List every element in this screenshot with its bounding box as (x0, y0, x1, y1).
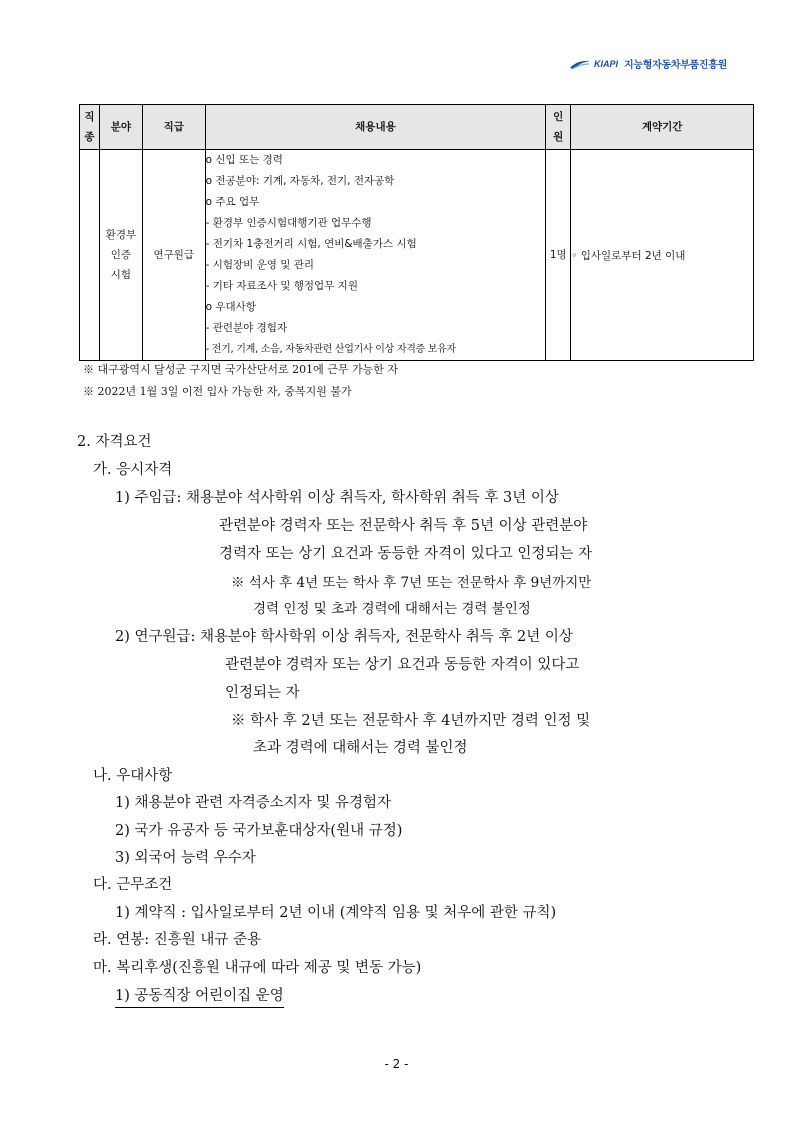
subsection-heading: 가. 응시자격 (93, 462, 173, 478)
section-heading: 2. 자격요건 (77, 434, 152, 450)
header-content: 채용내용 (205, 105, 546, 150)
page-number: - 2 - (384, 1057, 409, 1071)
kiapi-logo (569, 58, 618, 70)
cell-content (205, 150, 546, 361)
cell-type (80, 150, 100, 361)
header-count-char: 원 (553, 131, 564, 143)
content-line: - 시험장비 운영 및 관리 (205, 259, 315, 271)
content-line: - 관련분야 경험자 (205, 322, 288, 334)
list-item: 2) 연구원급: 채용분야 학사학위 이상 취득자, 전문학사 취득 후 2년 이상 (115, 629, 573, 645)
list-item: 1) 공동직장 어린이집 운영 (115, 986, 284, 1008)
list-item-continuation: 경력자 또는 상기 요건과 동등한 자격이 있다고 인정되는 자 (219, 546, 593, 562)
subsection-heading: 다. 근무조건 (93, 877, 173, 893)
table-notes (83, 359, 398, 403)
list-item-continuation: 관련분야 경력자 또는 전문학사 취득 후 5년 이상 관련분야 (219, 518, 588, 534)
list-item: 1) 계약직 : 입사일로부터 2년 이내 (계약직 임용 및 처우에 관한 규칙) (115, 905, 557, 921)
header-period: 계약기간 (571, 105, 754, 150)
content-line: o 주요 업무 (205, 196, 260, 208)
cell-field (99, 150, 142, 361)
org-name: 지능형자동차부품진흥원 (624, 60, 727, 71)
content-line: o 전공분야: 기계, 자동차, 전기, 전자공학 (205, 175, 395, 187)
cell-period: ◦ 입사일로부터 2년 이내 (571, 150, 754, 361)
list-item-continuation: 관련분야 경력자 또는 상기 요건과 동등한 자격이 있다고 (225, 657, 580, 673)
table-header-row (80, 105, 754, 150)
field-line: 시험 (110, 269, 132, 281)
field-line: 인증 (110, 249, 132, 261)
cell-count: 1명 (546, 150, 571, 361)
content-line: o 우대사항 (205, 301, 256, 313)
header-type (80, 105, 100, 150)
header-type-char: 직 (84, 111, 95, 123)
list-item-note: ※ 학사 후 2년 또는 전문학사 후 4년까지만 경력 인정 및 (231, 713, 591, 729)
list-item-note: ※ 석사 후 4년 또는 학사 후 7년 또는 전문학사 후 9년까지만 (231, 575, 592, 591)
header-logo (569, 56, 727, 71)
list-item: 1) 채용분야 관련 자격증소지자 및 유경험자 (115, 795, 392, 811)
logo-brand: KIAPI (594, 58, 619, 69)
cell-rank: 연구원급 (142, 150, 205, 361)
list-item: 3) 외국어 능력 우수자 (115, 850, 256, 866)
subsection-heading: 라. 연봉: 진흥원 내규 준용 (93, 932, 262, 948)
table-row (80, 150, 754, 361)
header-count (546, 105, 571, 150)
note-line: ※ 대구광역시 달성군 구지면 국가산단서로 201에 근무 가능한 자 (83, 363, 398, 376)
job-table (79, 104, 754, 361)
content-line: - 전기차 1충전거리 시험, 연비&배출가스 시험 (205, 238, 417, 250)
list-item-note: 초과 경력에 대해서는 경력 불인정 (253, 740, 468, 756)
subsection-heading: 마. 복리후생(진흥원 내규에 따라 제공 및 변동 가능) (93, 960, 422, 976)
content-line: o 신입 또는 경력 (205, 154, 283, 166)
swoosh-icon (569, 58, 591, 70)
header-field: 분야 (99, 105, 142, 150)
content-line: - 기타 자료조사 및 행정업무 지원 (205, 280, 358, 292)
list-item-note: 경력 인정 및 초과 경력에 대해서는 경력 불인정 (253, 601, 531, 617)
note-line: ※ 2022년 1월 3일 이전 입사 가능한 자, 중복지원 불가 (83, 385, 352, 398)
list-item-continuation: 인정되는 자 (225, 685, 300, 701)
list-item: 2) 국가 유공자 등 국가보훈대상자(원내 규정) (115, 823, 403, 839)
header-rank: 직급 (142, 105, 205, 150)
header-type-char: 종 (84, 131, 95, 143)
field-line: 환경부 (105, 229, 137, 241)
content-line: - 환경부 인증시험대행기관 업무수행 (205, 217, 372, 229)
header-count-char: 인 (553, 111, 564, 123)
subsection-heading: 나. 우대사항 (93, 768, 173, 784)
list-item: 1) 주임급: 채용분야 석사학위 이상 취득자, 학사학위 취득 후 3년 이상 (115, 490, 559, 506)
content-line: - 전기, 기계, 소음, 자동차관련 산업기사 이상 자격증 보유자 (205, 344, 456, 355)
